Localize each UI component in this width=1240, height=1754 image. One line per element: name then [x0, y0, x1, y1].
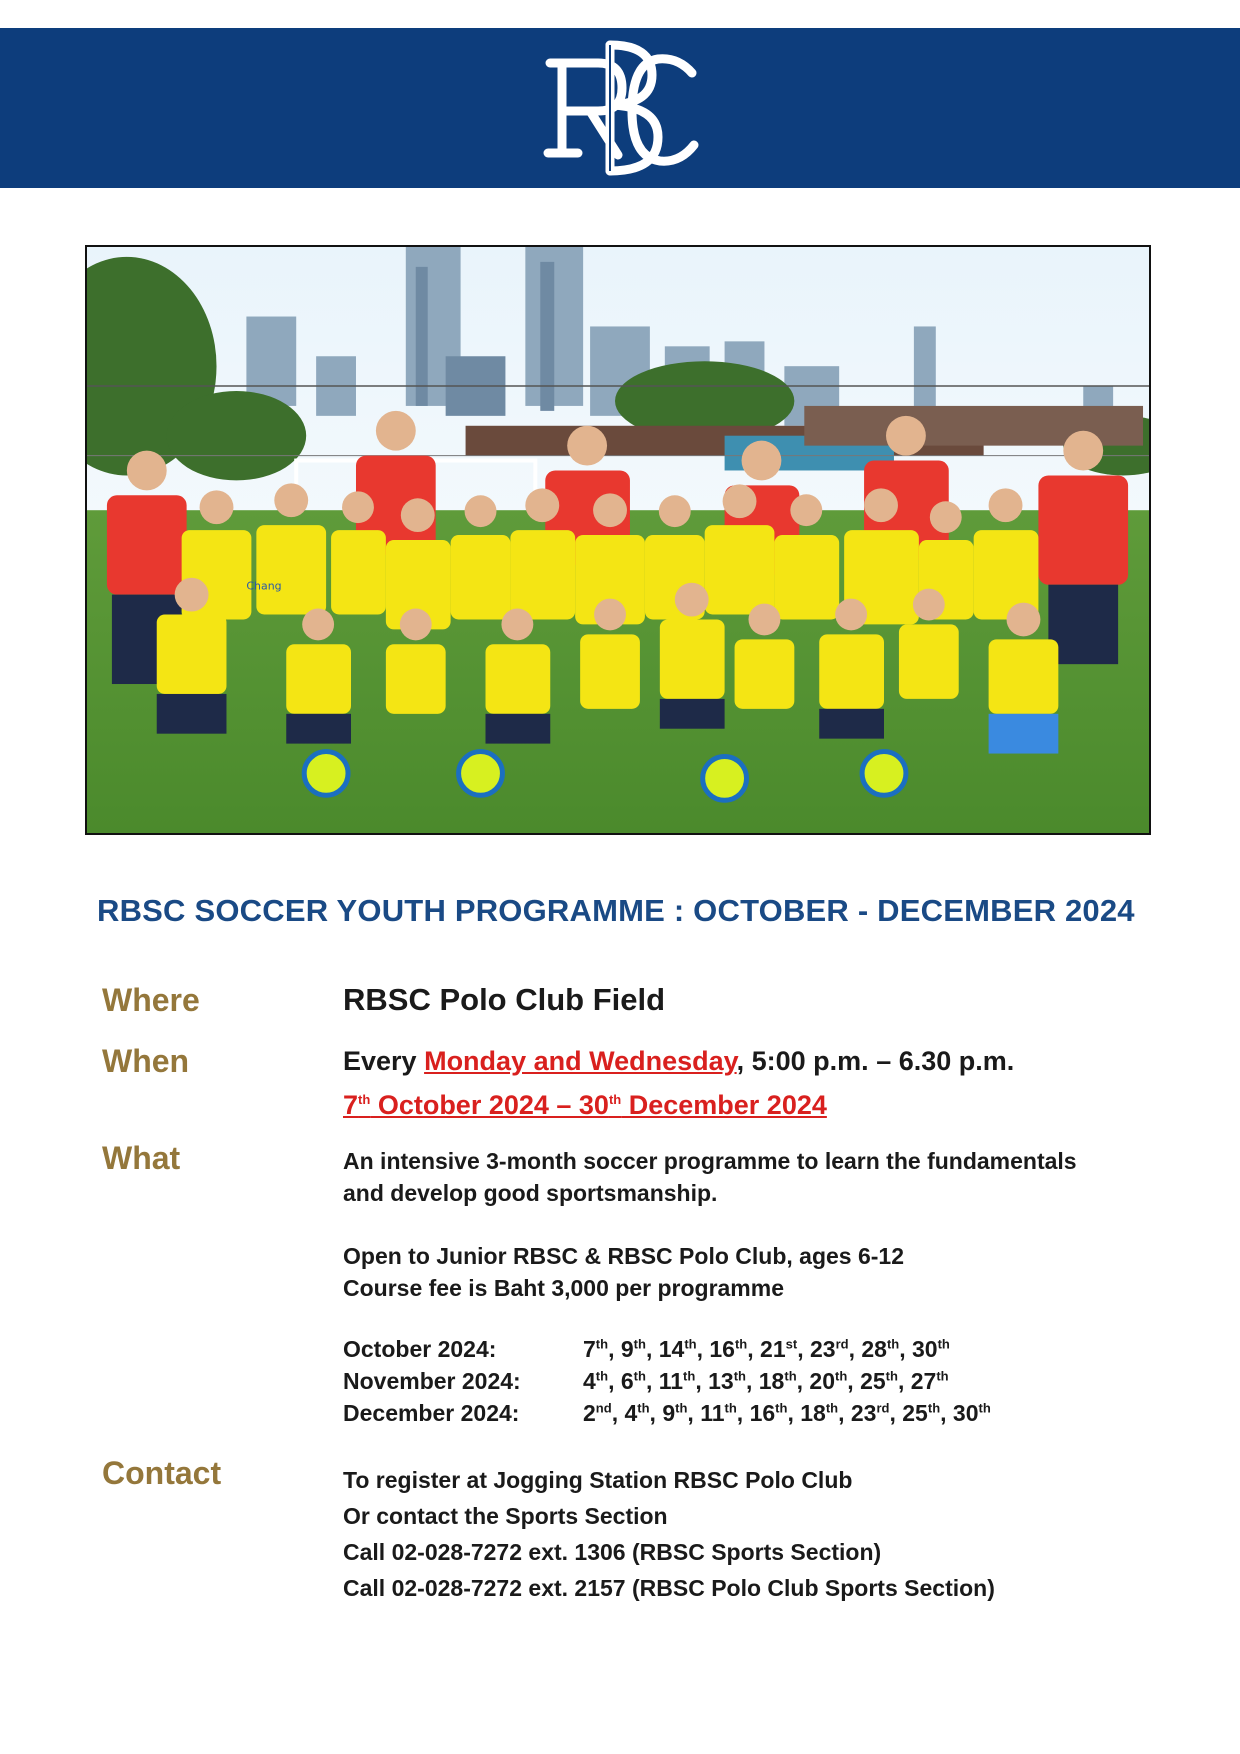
start-day: 7	[343, 1090, 359, 1120]
schedule-day: 4	[583, 1368, 596, 1394]
contact-line4: Call 02-028-7272 ext. 2157 (RBSC Polo Club Sports Section)	[343, 1575, 995, 1601]
rbsc-logo	[540, 33, 700, 183]
schedule-day: 4	[624, 1400, 638, 1426]
schedule-day: 16	[709, 1336, 735, 1362]
schedule-row	[343, 1365, 991, 1397]
schedule-day-suffix: nd	[595, 1400, 612, 1416]
schedule-day-suffix: th	[637, 1400, 650, 1416]
schedule-day: 30	[912, 1336, 938, 1362]
schedule-row	[343, 1397, 991, 1429]
schedule-day: 25	[902, 1400, 928, 1426]
schedule-month: November 2024:	[343, 1368, 521, 1394]
contact-label: Contact	[102, 1455, 222, 1491]
team-photo	[85, 245, 1151, 835]
programme-headline: RBSC SOCCER YOUTH PROGRAMME : OCTOBER - DECEMBER 2024	[97, 893, 1135, 928]
where-label: Where	[102, 982, 200, 1018]
schedule-table	[343, 1333, 991, 1429]
schedule-day-suffix: th	[936, 1368, 949, 1384]
schedule-row	[343, 1333, 991, 1365]
schedule-day: 7	[583, 1336, 596, 1362]
end-rest: December 2024	[621, 1090, 827, 1120]
schedule-day: 25	[860, 1368, 886, 1394]
schedule-day-suffix: th	[633, 1336, 646, 1352]
team-photo-icon	[87, 247, 1149, 833]
schedule-day-suffix: rd	[876, 1400, 890, 1416]
schedule-day-suffix: th	[927, 1400, 941, 1416]
when-date-range	[343, 1090, 827, 1121]
schedule-day-suffix: th	[733, 1368, 746, 1384]
schedule-day: 21	[760, 1336, 786, 1362]
schedule-month: October 2024:	[343, 1336, 497, 1362]
start-suffix: th	[358, 1092, 371, 1107]
start-rest: October 2024 – 30	[370, 1090, 609, 1120]
schedule-day: 2	[583, 1400, 596, 1426]
schedule-day-suffix: th	[633, 1368, 646, 1384]
schedule-day-suffix: th	[937, 1336, 950, 1352]
schedule-day: 23	[809, 1336, 836, 1362]
header-banner	[0, 28, 1240, 188]
schedule-day-suffix: th	[784, 1368, 797, 1384]
contact-details	[343, 1462, 995, 1606]
svg-text:Chang: Chang	[246, 579, 282, 593]
what-line4: Course fee is Baht 3,000 per programme	[343, 1275, 784, 1301]
schedule-day-suffix: th	[684, 1336, 697, 1352]
schedule-day-suffix: th	[724, 1400, 737, 1416]
when-label: When	[102, 1043, 190, 1079]
when-schedule	[343, 1046, 1014, 1077]
when-prefix: Every	[343, 1046, 425, 1076]
schedule-day: 11	[658, 1368, 684, 1394]
schedule-day: 16	[749, 1400, 776, 1426]
schedule-day: 13	[708, 1368, 734, 1394]
schedule-dates: 2nd, 4th, 9th, 11th, 16th, 18th, 23rd, 25th, 30th	[583, 1400, 991, 1426]
schedule-day: 27	[910, 1368, 937, 1394]
schedule-day-suffix: th	[683, 1368, 696, 1384]
schedule-day-suffix: rd	[835, 1336, 849, 1352]
schedule-day: 14	[658, 1336, 685, 1362]
schedule-day-suffix: th	[835, 1368, 848, 1384]
schedule-day-suffix: th	[595, 1368, 609, 1384]
what-description	[343, 1145, 1077, 1209]
schedule-day: 18	[800, 1400, 826, 1426]
schedule-day-suffix: th	[595, 1336, 609, 1352]
svg-text:RBSC: RBSC	[618, 181, 622, 182]
schedule-month: December 2024:	[343, 1400, 520, 1426]
schedule-dates: 7th, 9th, 14th, 16th, 21st, 23rd, 28th, 30th	[583, 1336, 950, 1362]
where-value: RBSC Polo Club Field	[343, 982, 666, 1017]
schedule-day: 23	[850, 1400, 877, 1426]
contact-line2: Or contact the Sports Section	[343, 1503, 668, 1529]
schedule-day-suffix: th	[978, 1400, 991, 1416]
schedule-day: 28	[861, 1336, 887, 1362]
schedule-day: 20	[809, 1368, 836, 1394]
what-line3: Open to Junior RBSC & RBSC Polo Club, ages 6-12	[343, 1243, 905, 1269]
what-label: What	[102, 1140, 181, 1176]
when-days: Monday and Wednesday	[424, 1046, 737, 1076]
what-eligibility	[343, 1240, 904, 1304]
schedule-day-suffix: st	[785, 1336, 798, 1352]
schedule-day-suffix: th	[775, 1400, 788, 1416]
schedule-day-suffix: th	[675, 1400, 688, 1416]
what-line1: An intensive 3-month soccer programme to learn the fundamentals	[343, 1148, 1077, 1174]
schedule-day-suffix: th	[825, 1400, 839, 1416]
schedule-dates: 4th, 6th, 11th, 13th, 18th, 20th, 25th, 27th	[583, 1368, 949, 1394]
schedule-day: 30	[952, 1400, 979, 1426]
end-suffix: th	[608, 1092, 622, 1107]
contact-line3: Call 02-028-7272 ext. 1306 (RBSC Sports Section)	[343, 1539, 882, 1565]
schedule-day-suffix: th	[734, 1336, 748, 1352]
schedule-day: 18	[758, 1368, 785, 1394]
schedule-day: 11	[700, 1400, 725, 1426]
schedule-day: 9	[662, 1400, 676, 1426]
schedule-day-suffix: th	[886, 1336, 900, 1352]
when-time: , 5:00 p.m. – 6.30 p.m.	[736, 1046, 1015, 1076]
schedule-day: 6	[620, 1368, 634, 1394]
what-line2: and develop good sportsmanship.	[343, 1180, 718, 1206]
schedule-day: 9	[620, 1336, 634, 1362]
schedule-day-suffix: th	[885, 1368, 898, 1384]
contact-line1: To register at Jogging Station RBSC Polo Club	[343, 1467, 853, 1493]
